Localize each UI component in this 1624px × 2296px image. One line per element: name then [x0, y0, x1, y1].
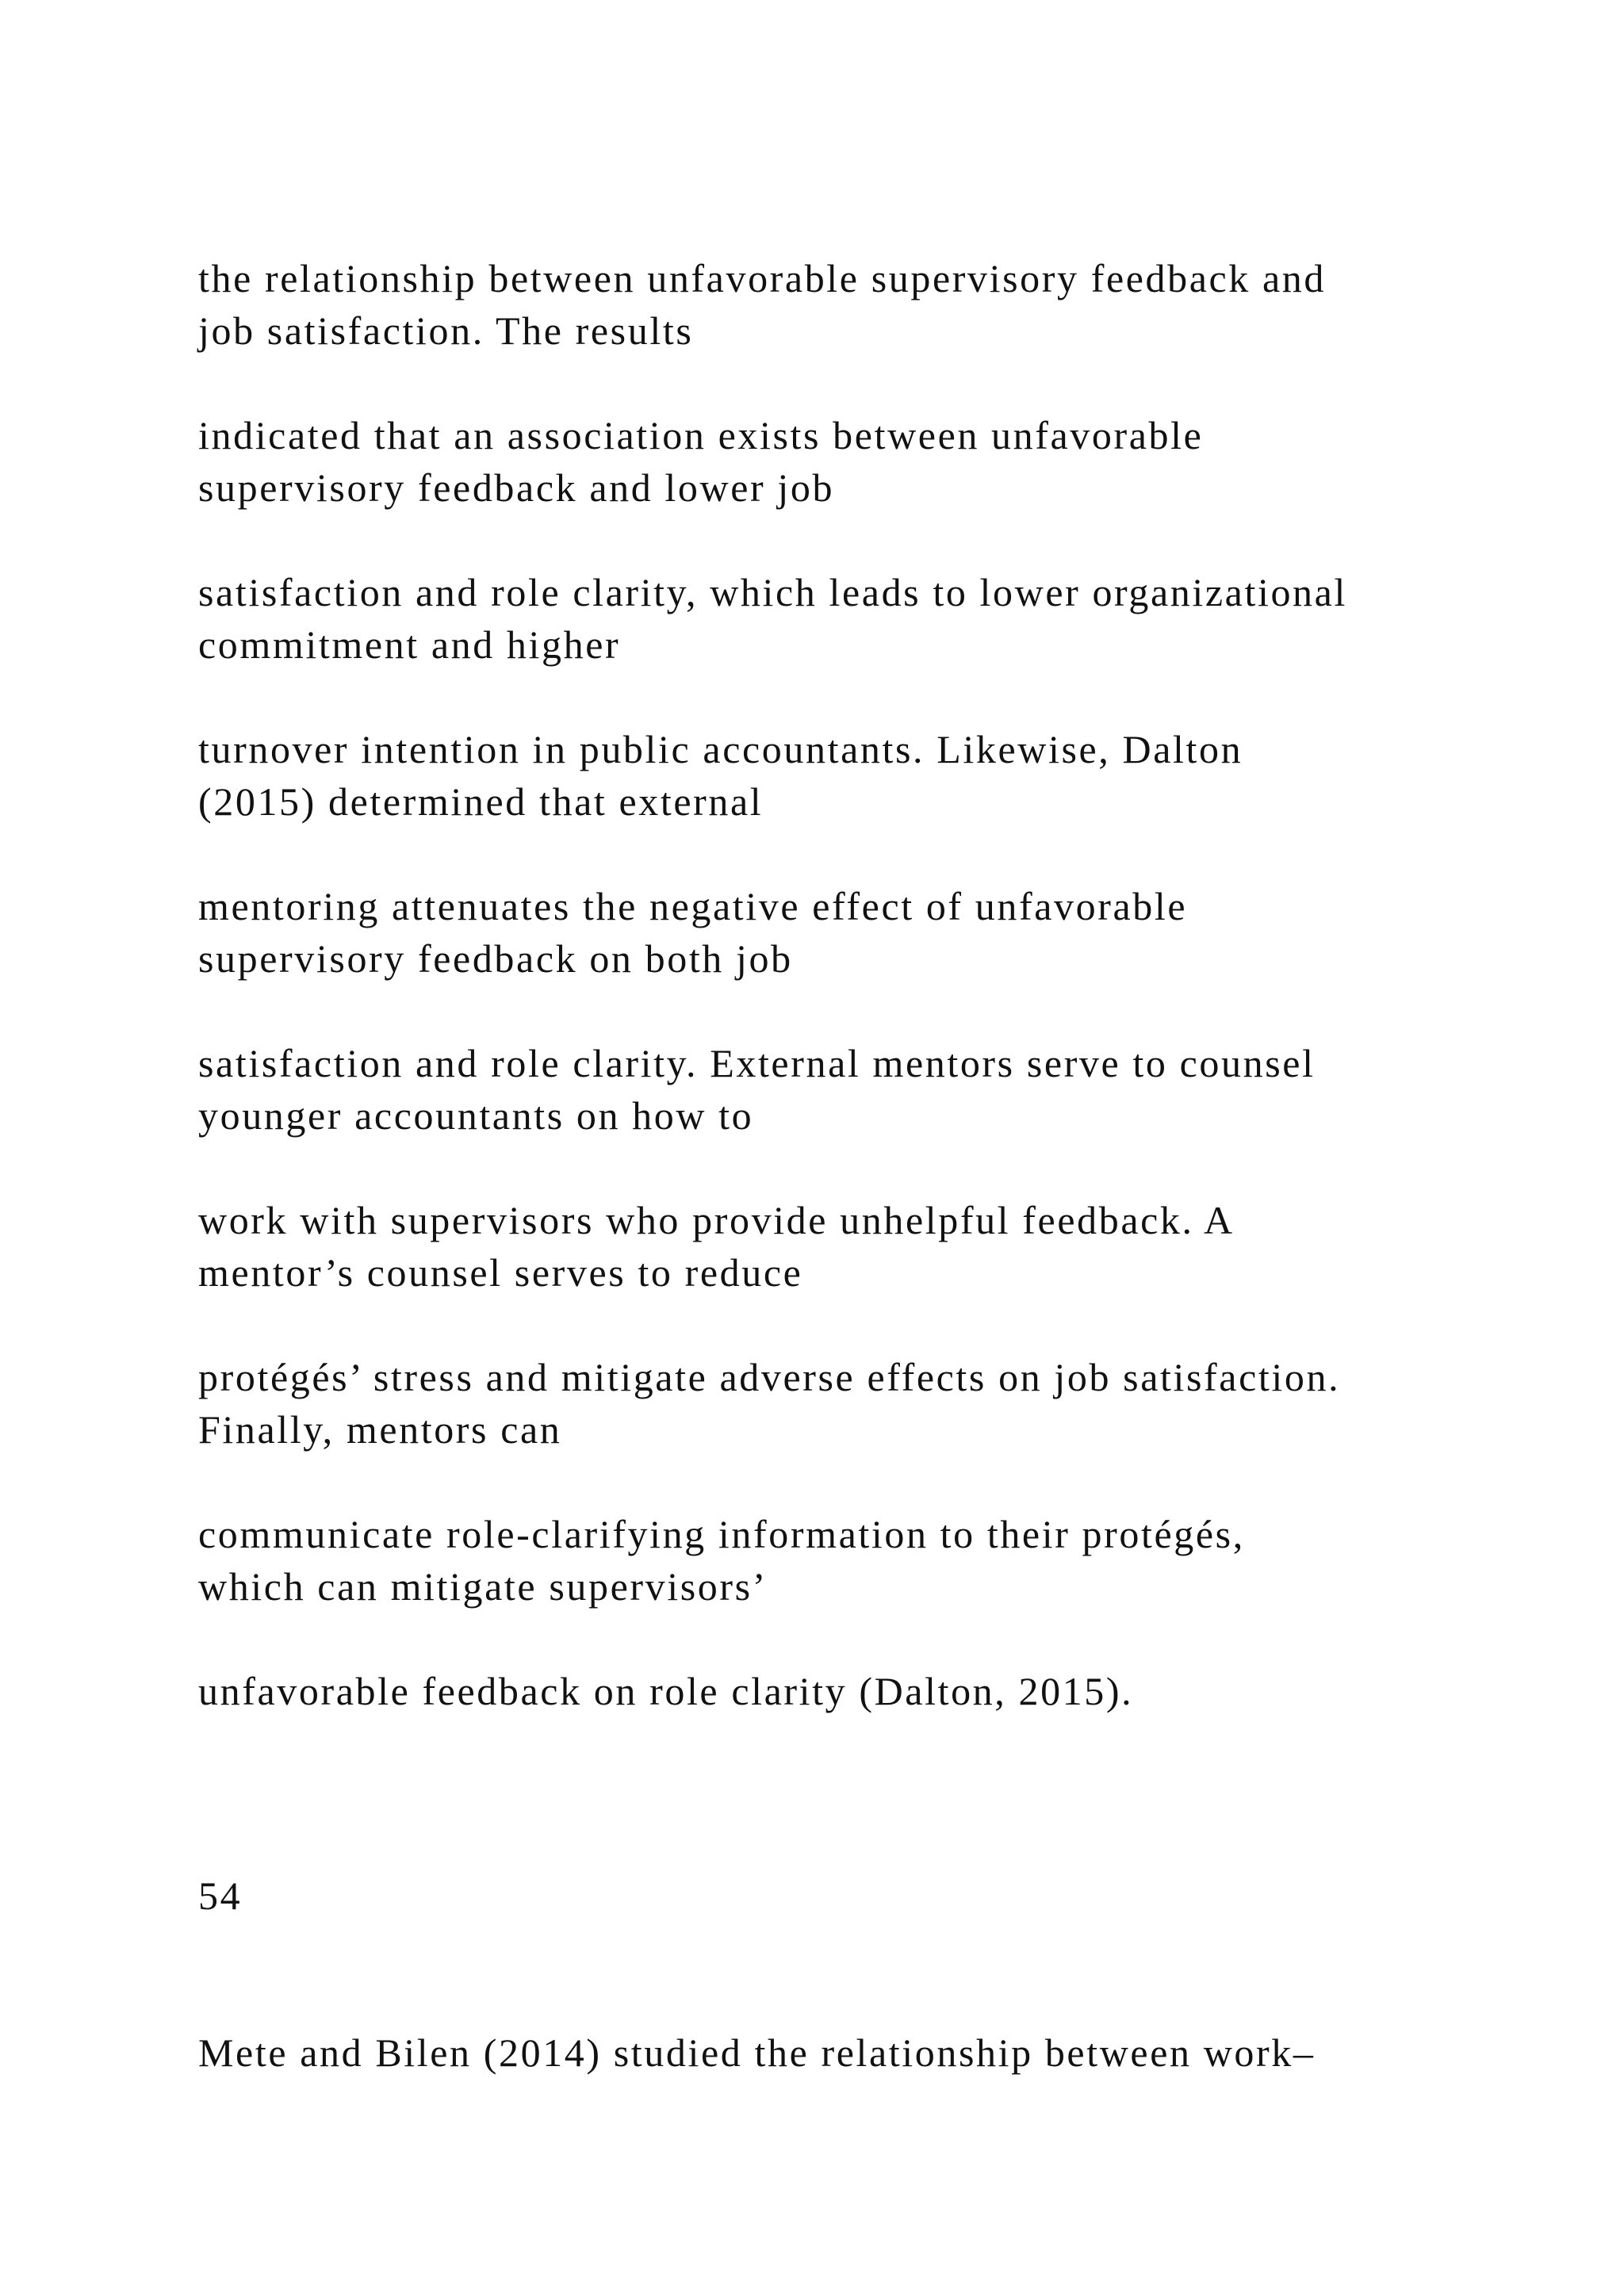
paragraph-8-line-2: Finally, mentors can — [198, 1407, 562, 1452]
paragraph-5-line-2: supervisory feedback on both job — [198, 936, 793, 981]
closing-line: Mete and Bilen (2014) studied the relationship between work– — [198, 2030, 1316, 2075]
paragraph-7-line-1: work with supervisors who provide unhelpful feedback. A — [198, 1198, 1235, 1242]
paragraph-6-line-1: satisfaction and role clarity. External mentors serve to counsel — [198, 1041, 1316, 1085]
paragraph-10 — [198, 1665, 1133, 1717]
paragraph-2 — [198, 409, 1203, 514]
paragraph-4 — [198, 723, 1243, 828]
paragraph-7 — [198, 1194, 1235, 1299]
paragraph-8 — [198, 1351, 1340, 1456]
paragraph-10-line-1: unfavorable feedback on role clarity (Dalton, 2015). — [198, 1669, 1134, 1713]
paragraph-7-line-2: mentor’s counsel serves to reduce — [198, 1250, 803, 1295]
paragraph-2-line-2: supervisory feedback and lower job — [198, 465, 835, 510]
paragraph-1-line-1: the relationship between unfavorable supervisory feedback and — [198, 256, 1327, 300]
paragraph-4-line-2: (2015) determined that external — [198, 779, 764, 824]
paragraph-9-line-2: which can mitigate supervisors’ — [198, 1564, 768, 1609]
paragraph-9-line-1: communicate role-clarifying information to their protégés, — [198, 1512, 1245, 1556]
paragraph-9 — [198, 1508, 1245, 1613]
paragraph-5 — [198, 880, 1187, 985]
paragraph-3-line-2: commitment and higher — [198, 622, 621, 667]
paragraph-1 — [198, 252, 1326, 357]
page-number: 54 — [198, 1873, 243, 1918]
paragraph-1-line-2: job satisfaction. The results — [198, 308, 694, 353]
paragraph-6-line-2: younger accountants on how to — [198, 1093, 754, 1138]
paragraph-3-line-1: satisfaction and role clarity, which leads to lower organizational — [198, 570, 1347, 614]
paragraph-3 — [198, 566, 1347, 671]
paragraph-2-line-1: indicated that an association exists between unfavorable — [198, 413, 1204, 457]
paragraph-8-line-1: protégés’ stress and mitigate adverse effects on job satisfaction. — [198, 1355, 1341, 1399]
paragraph-6 — [198, 1037, 1316, 1142]
paragraph-5-line-1: mentoring attenuates the negative effect of unfavorable — [198, 884, 1188, 928]
paragraph-4-line-1: turnover intention in public accountants. Likewise, Dalton — [198, 727, 1243, 771]
